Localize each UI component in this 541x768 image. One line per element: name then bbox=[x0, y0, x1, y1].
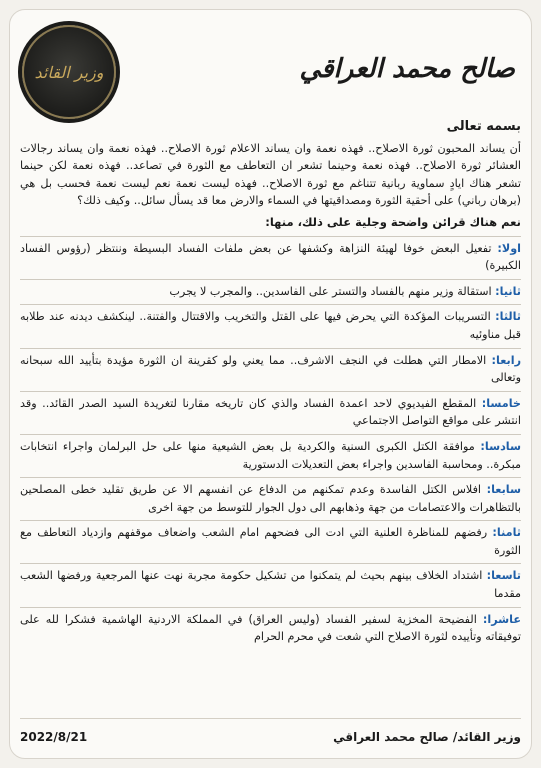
divider bbox=[20, 391, 521, 392]
point-text: رفضهم للمناظرة العلنية التي ادت الى فضحهم امام الشعب واضعاف موقفهم وازدياد التعاطف مع الثورة bbox=[20, 526, 521, 557]
point-label: ثامنا: bbox=[492, 526, 521, 540]
point-2 bbox=[20, 283, 521, 301]
signatory-line: وزير القائد/ صالح محمد العراقي bbox=[333, 730, 521, 744]
point-label: سابعا: bbox=[486, 483, 521, 497]
point-3 bbox=[20, 308, 521, 343]
divider bbox=[20, 477, 521, 478]
basmala-heading: بسمه تعالى bbox=[446, 119, 521, 134]
point-label: عاشرا: bbox=[482, 612, 522, 626]
divider bbox=[20, 434, 521, 435]
letter-date: 2022/8/21 bbox=[20, 730, 88, 744]
point-7 bbox=[20, 481, 521, 516]
divider bbox=[20, 520, 521, 521]
point-10 bbox=[20, 611, 521, 646]
point-label: ثالثا: bbox=[495, 310, 521, 324]
point-text: الامطار التي هطلت في النجف الاشرف.. مما يعني ولو كقرينة ان الثورة مؤيدة بتأييد الله سبحانه وتعالى bbox=[20, 353, 521, 385]
footer bbox=[20, 726, 521, 748]
wazir-alqaed-logo bbox=[22, 25, 116, 119]
divider bbox=[20, 563, 521, 564]
divider bbox=[20, 607, 521, 608]
divider bbox=[20, 348, 521, 349]
point-text: موافقة الكتل الكبرى السنية والكردية بل بعض الشيعية منها على حل البرلمان واجراء انتخابات مبكرة.. ومحاسبة الفاسدين واجراء بعض التعديلات الدستورية bbox=[20, 439, 521, 471]
point-text: الفضيحة المخزية لسفير الفساد (وليس العراق) في المملكة الاردنية الهاشمية فشكرا لله على توفيقاته وتأييده لثورة الاصلاح التي شعت في محرم الحرام bbox=[20, 612, 521, 644]
point-label: ثانيا: bbox=[495, 284, 521, 298]
intro-paragraph: أن يساند المحبون ثورة الاصلاح.. فهذه نعمة وان يساند الاعلام ثورة الاصلاح.. فهذه نعمة وان يساند رجالات العشائر ثورة الاصلاح.. فهذه نعمة وحينما تشعر ان التعاطف مع الثورة في تصاعد.. فهذه نعمة لكن حينما تشعر هناك ايادٍ سماوية ربانية تتناغم مع ثورة الاصلاح.. فهذه ليست نعمة نعم ليست نعمة فحسب بل هي (برهان رباني) على أحقية الثورة ومصداقيتها في السماء والارض معا قد يسأل سائل.. وكيف ذلك؟ bbox=[20, 141, 521, 208]
point-text: تفعيل البعض خوفا لهيئة النزاهة وكشفها عن بعض ملفات الفساد البسيطة وننتظر (رؤوس الفساد الكبيرة) bbox=[20, 241, 521, 273]
footer-divider bbox=[20, 718, 521, 719]
point-text: اشتداد الخلاف بينهم بحيث لم يتمكنوا من تشكيل حكومة مجربة نهت عنها المرجعية ورفضها الشعب مقدما bbox=[20, 569, 521, 601]
point-1 bbox=[20, 240, 521, 275]
divider bbox=[20, 304, 521, 305]
transition-line: نعم هناك قرائن واضحة وجلية على ذلك، منها: bbox=[265, 214, 521, 229]
point-text: استقالة وزير منهم بالفساد والتستر على الفاسدين.. والمجرب لا يجرب bbox=[169, 284, 492, 298]
point-text: المقطع الفيديوي لاحد اعمدة الفساد والذي كان تاريخه مقارنا لتغريدة السيد الصدر القائد.. وقد انتشر على مواقع التواصل الاجتماعي bbox=[20, 396, 521, 428]
calligraphy-signature: صالح محمد العراقي bbox=[299, 54, 515, 84]
logo-text: وزير القائد bbox=[34, 62, 104, 82]
point-label: اولا: bbox=[497, 241, 521, 255]
divider bbox=[20, 236, 521, 237]
divider bbox=[20, 279, 521, 280]
point-label: خامسا: bbox=[481, 396, 521, 410]
point-label: سادسا: bbox=[480, 439, 522, 453]
point-9 bbox=[20, 567, 521, 602]
point-8 bbox=[20, 524, 521, 559]
point-label: رابعا: bbox=[491, 353, 522, 367]
point-5 bbox=[20, 395, 521, 430]
point-4 bbox=[20, 352, 521, 387]
letter-body bbox=[20, 118, 521, 650]
point-text: افلاس الكتل الفاسدة وعدم تمكنهم من الدفاع عن انفسهم الا عن طريق تقليد خطى المصلحين بالتظاهرات والاعتصامات من جهة وذهابهم الى دول الجوار للتوسط من جهة اخرى bbox=[20, 483, 521, 514]
point-6 bbox=[20, 438, 521, 473]
point-label: تاسعا: bbox=[486, 569, 522, 583]
point-text: التسريبات المؤكدة التي يحرض فيها على القتل والتخريب والاقتتال والفتنة.. لينكشف ديدنه عند طلابه قبل مناوئيه bbox=[20, 310, 521, 341]
